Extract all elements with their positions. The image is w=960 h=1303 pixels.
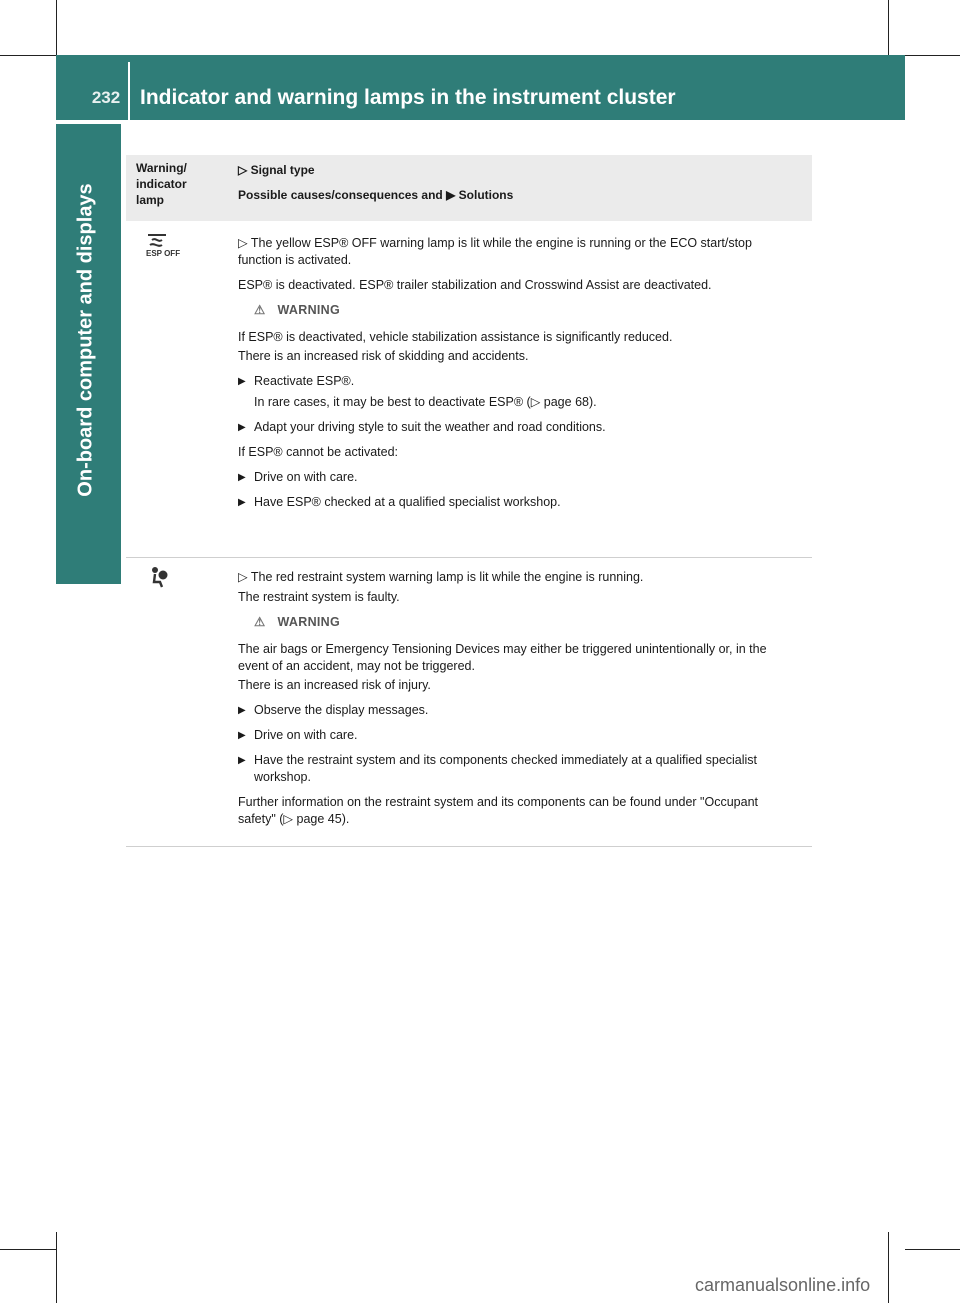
restraint-system-icon [146, 566, 170, 592]
crop-mark [56, 0, 57, 55]
page-number: 232 [91, 88, 121, 107]
signal-text: ▷ The red restraint system warning lamp is lit while the engine is running. [238, 570, 644, 584]
crop-mark [0, 1249, 56, 1250]
solution-step: ▶ Adapt your driving style to suit the weather and road conditions. [238, 419, 798, 436]
crop-mark [888, 0, 889, 55]
crop-mark [905, 1249, 960, 1250]
table-header-lamp: Warning/ indicator lamp [136, 161, 187, 207]
row-esp-off [238, 235, 798, 519]
solution-step: ▶ Drive on with care. [238, 727, 798, 744]
crop-mark [888, 1232, 889, 1303]
warning-triangle-icon: ⚠ [254, 303, 266, 317]
crop-mark [56, 1232, 57, 1303]
warning-text: If ESP® is deactivated, vehicle stabilization assistance is significantly reduced. [238, 330, 673, 344]
page-title: Indicator and warning lamps in the instrument cluster [140, 86, 676, 109]
watermark: carmanualsonline.info [695, 1275, 871, 1295]
warning-heading: ⚠ WARNING [254, 303, 341, 317]
row-divider [126, 557, 812, 558]
warning-risk: There is an increased risk of skidding and accidents. [238, 349, 529, 363]
warning-heading: ⚠ WARNING [254, 615, 341, 629]
side-tab-label: On-board computer and displays [74, 183, 97, 497]
further-info-text: Further information on the restraint system and its components can be found under "Occupant safety" (▷ page 45). [238, 795, 758, 826]
esp-off-text: ESP OFF [146, 249, 181, 258]
warning-triangle-icon: ⚠ [254, 615, 266, 629]
condition-text: If ESP® cannot be activated: [238, 445, 398, 459]
row-restraint-system [238, 569, 798, 836]
crop-mark [0, 55, 56, 56]
row-divider [126, 846, 812, 847]
solution-step: ▶ Observe the display messages. [238, 702, 798, 719]
solution-step: ▶ Drive on with care. [238, 469, 798, 486]
solution-step: ▶ Have ESP® checked at a qualified specialist workshop. [238, 494, 798, 511]
solution-step: ▶ Reactivate ESP®. In rare cases, it may be best to deactivate ESP® (▷ page 68). [238, 373, 798, 411]
cause-text: The restraint system is faulty. [238, 590, 400, 604]
cause-text: ESP® is deactivated. ESP® trailer stabilization and Crosswind Assist are deactivated. [238, 278, 712, 292]
causes-solutions-header: Possible causes/consequences and ▶ Solutions [238, 188, 514, 202]
header-separator [128, 62, 130, 120]
solution-note: In rare cases, it may be best to deactivate ESP® (▷ page 68). [254, 395, 597, 409]
table-header-signal [238, 162, 513, 203]
signal-type-header: ▷ Signal type [238, 163, 315, 177]
solution-step: ▶ Have the restraint system and its components checked immediately at a qualified specialist workshop. [238, 752, 798, 786]
crop-mark [905, 55, 960, 56]
signal-text: ▷ The yellow ESP® OFF warning lamp is lit while the engine is running or the ECO start/stop function is activated. [238, 236, 752, 267]
warning-risk: There is an increased risk of injury. [238, 678, 431, 692]
warning-text: The air bags or Emergency Tensioning Devices may either be triggered unintentionally or, in the event of an accident, may not be triggered. [238, 642, 767, 673]
esp-off-icon [142, 232, 181, 262]
